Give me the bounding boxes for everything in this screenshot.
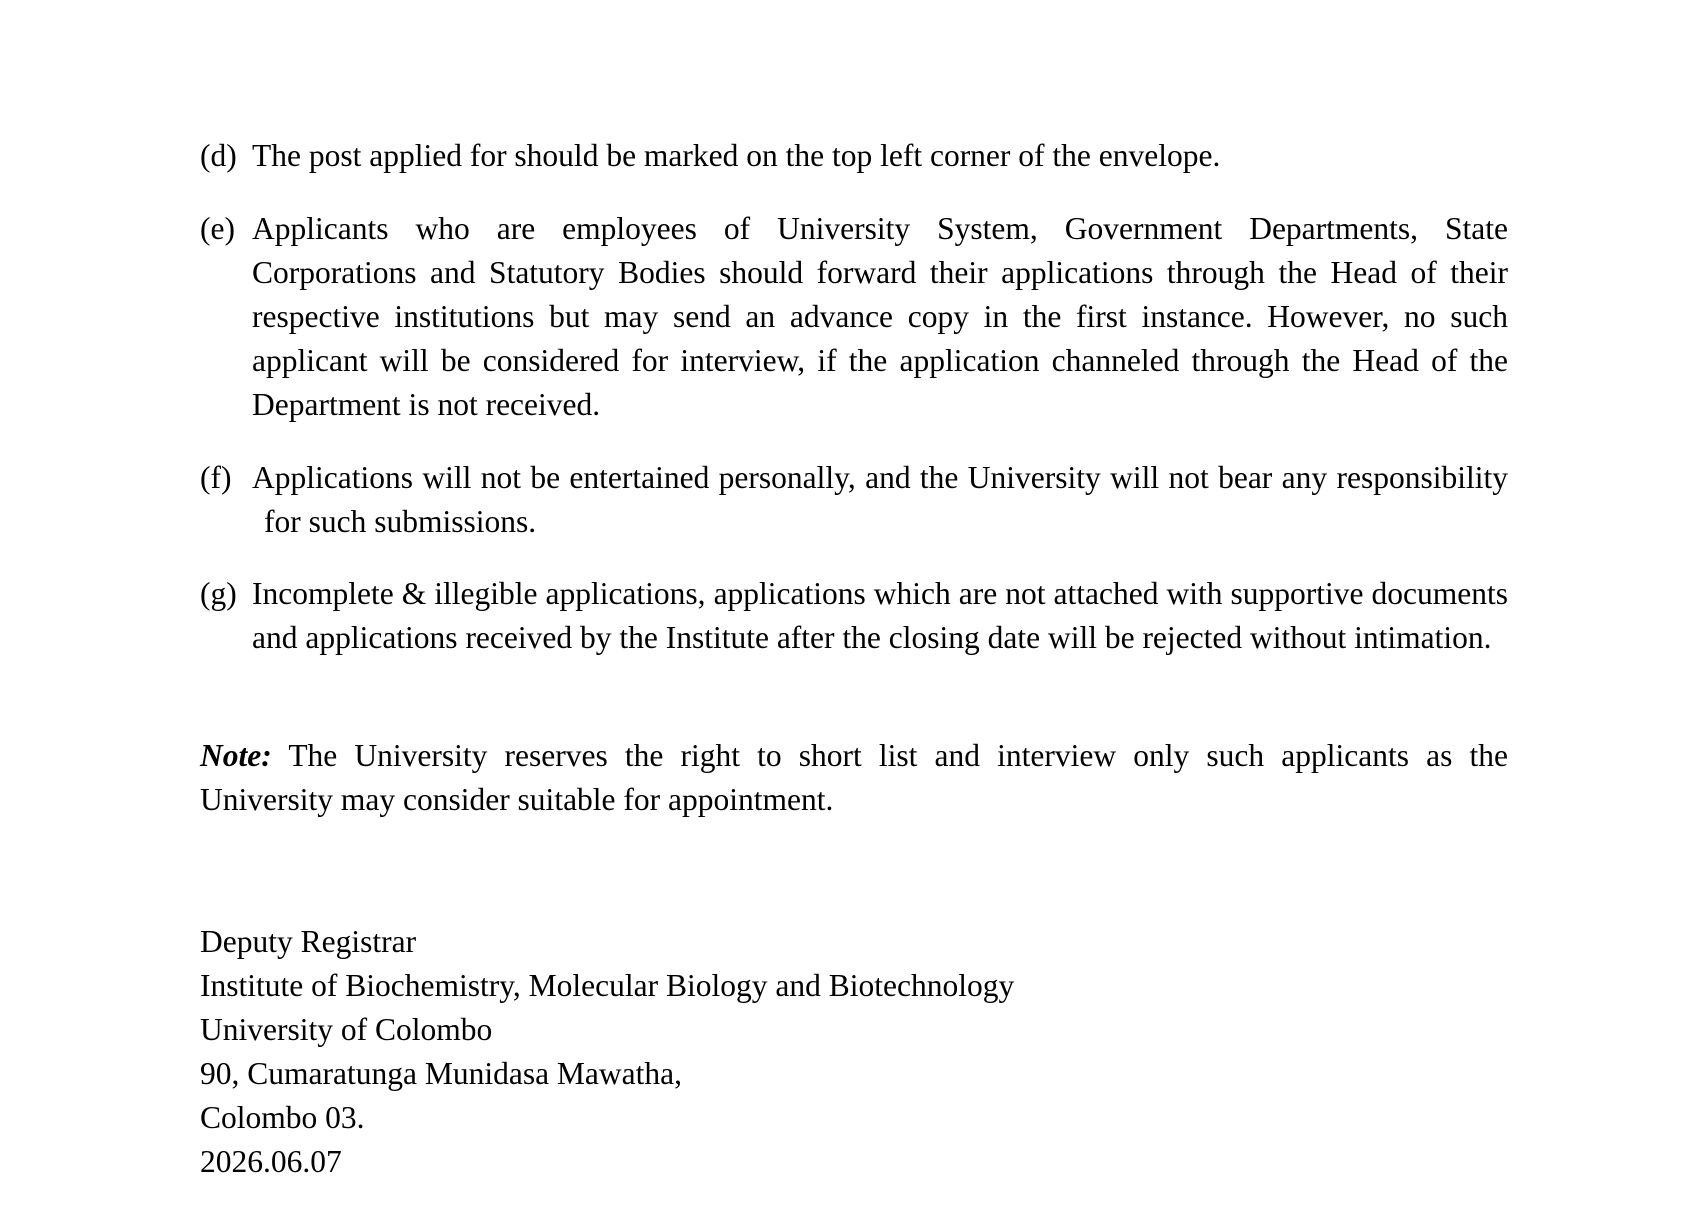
signatory-university: University of Colombo (200, 1012, 493, 1047)
clause-g (200, 572, 1508, 660)
signature-block (200, 920, 1014, 1184)
clause-text: Incomplete & illegible applications, applications which are not attached with supportive documents and applications received by the Institute after the closing date will be rejected without intimation. (252, 576, 1508, 655)
note-label: Note: (200, 738, 272, 773)
clause-marker: (e) (200, 211, 235, 246)
address-street: 90, Cumaratunga Munidasa Mawatha, (200, 1056, 683, 1091)
clause-d (200, 134, 1508, 178)
clause-text: Applications will not be entertained personally, and the University will not bear any responsibility for such submissions. (252, 460, 1508, 539)
signatory-institute: Institute of Biochemistry, Molecular Biology and Biotechnology (200, 968, 1015, 1003)
clause-marker: (d) (200, 138, 237, 173)
note-text: The University reserves the right to short list and interview only such applicants as the University may consider suitable for appointment. (200, 738, 1508, 817)
signatory-title: Deputy Registrar (200, 924, 417, 959)
document-date: 2026.06.07 (200, 1144, 342, 1179)
clause-text: The post applied for should be marked on the top left corner of the envelope. (252, 138, 1221, 173)
clause-f (200, 456, 1508, 544)
clause-e (200, 207, 1508, 427)
clause-marker: (f) (200, 460, 232, 495)
clause-text: Applicants who are employees of University System, Government Departments, State Corporations and Statutory Bodies should forward their applications through the Head of their respective institutions but may send an advance copy in the first instance. However, no such applicant will be considered for interview, if the application channeled through the Head of the Department is not received. (252, 211, 1508, 422)
address-city: Colombo 03. (200, 1100, 365, 1135)
note-paragraph (200, 734, 1508, 822)
clause-marker: (g) (200, 576, 237, 611)
